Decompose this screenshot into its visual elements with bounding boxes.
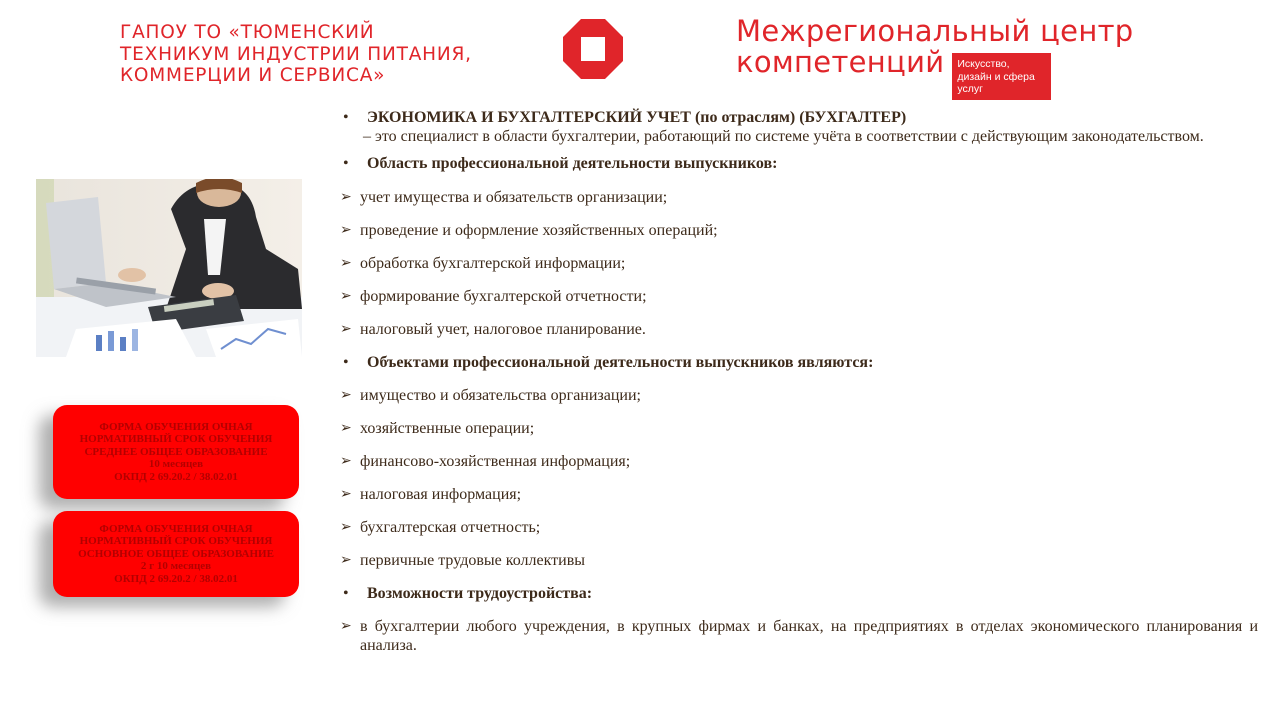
button-line: ОКПД 2 69.20.2 / 38.02.01 <box>114 572 238 585</box>
list-item <box>340 518 1258 537</box>
list-item-text: финансово-хозяйственная информация; <box>360 453 631 470</box>
arrow-bullet-icon: ➢ <box>340 255 352 271</box>
competency-center-tag: Искусство, дизайн и сфера услуг <box>952 53 1051 100</box>
specialty-description <box>340 108 1258 655</box>
list-item-text: учет имущества и обязательств организации; <box>360 189 668 206</box>
list-item-text: бухгалтерская отчетность; <box>360 519 541 536</box>
organization-name <box>120 22 480 87</box>
button-line: ОКПД 2 69.20.2 / 38.02.01 <box>114 470 238 483</box>
section-heading <box>340 154 1258 173</box>
list-item <box>340 485 1258 504</box>
competency-center-line-2: компетенций <box>736 45 945 79</box>
arrow-bullet-icon: ➢ <box>340 519 352 535</box>
arrow-bullet-icon: ➢ <box>340 222 352 238</box>
list-item <box>340 386 1258 405</box>
full-time-basic-general-button[interactable] <box>53 511 299 597</box>
list-item <box>340 419 1258 438</box>
list-item-text: обработка бухгалтерской информации; <box>360 255 626 272</box>
button-line: ОСНОВНОЕ ОБЩЕЕ ОБРАЗОВАНИЕ <box>78 547 274 560</box>
arrow-bullet-icon: ➢ <box>340 420 352 436</box>
button-line: 10 месяцев <box>148 458 204 471</box>
button-line: 2 г 10 месяцев <box>140 560 212 573</box>
employment-title: Возможности трудоустройства: <box>367 585 593 602</box>
accountant-photo <box>36 179 302 357</box>
button-line: ФОРМА ОБУЧЕНИЯ ОЧНАЯ <box>99 522 253 535</box>
arrow-bullet-icon: ➢ <box>340 321 352 337</box>
list-item-text: налоговый учет, налоговое планирование. <box>360 321 646 338</box>
specialty-definition: – это специалист в области бухгалтерии, работающий по системе учёта в соответствии с действующим законодательством. <box>363 128 1204 145</box>
button-line: СРЕДНЕЕ ОБЩЕЕ ОБРАЗОВАНИЕ <box>84 445 268 458</box>
button-line: ФОРМА ОБУЧЕНИЯ ОЧНАЯ <box>99 420 253 433</box>
bullet-icon: • <box>343 155 349 172</box>
list-item <box>340 452 1258 471</box>
organization-name-line-2: ТЕХНИКУМ ИНДУСТРИИ ПИТАНИЯ, <box>120 43 472 65</box>
list-item <box>340 221 1258 240</box>
arrow-bullet-icon: ➢ <box>340 552 352 568</box>
list-item-text: формирование бухгалтерской отчетности; <box>360 288 647 305</box>
organization-name-line-3: КОММЕРЦИИ И СЕРВИСА» <box>120 65 386 86</box>
button-line: НОРМАТИВНЫЙ СРОК ОБУЧЕНИЯ <box>79 433 273 446</box>
list-item <box>340 188 1258 207</box>
bullet-icon: • <box>343 354 349 371</box>
arrow-bullet-icon: ➢ <box>340 387 352 403</box>
arrow-bullet-icon: ➢ <box>340 189 352 205</box>
section-heading <box>340 353 1258 372</box>
list-item <box>340 320 1258 339</box>
arrow-bullet-icon: ➢ <box>340 618 352 634</box>
list-item-text: первичные трудовые коллективы <box>360 552 585 569</box>
list-item <box>340 551 1258 570</box>
arrow-bullet-icon: ➢ <box>340 453 352 469</box>
button-line: НОРМАТИВНЫЙ СРОК ОБУЧЕНИЯ <box>79 535 273 548</box>
competency-center-line-1: Межрегиональный центр <box>736 14 1134 48</box>
octagon-logo-icon <box>563 19 623 79</box>
activity-objects-title: Объектами профессиональной деятельности выпускников являются: <box>367 354 874 371</box>
list-item-text: налоговая информация; <box>360 486 522 503</box>
competency-center-logo <box>736 16 1134 100</box>
arrow-bullet-icon: ➢ <box>340 288 352 304</box>
list-item <box>340 287 1258 306</box>
list-item-text: проведение и оформление хозяйственных операций; <box>360 222 718 239</box>
organization-name-line-1: ГАПОУ ТО «ТЮМЕНСКИЙ <box>120 22 375 43</box>
list-item-text: хозяйственные операции; <box>360 420 535 437</box>
arrow-bullet-icon: ➢ <box>340 486 352 502</box>
list-item-text: в бухгалтерии любого учреждения, в крупных фирмах и банках, на предприятиях в отделах экономического планирования и анализа. <box>360 618 1258 654</box>
specialty-title: ЭКОНОМИКА И БУХГАЛТЕРСКИЙ УЧЕТ (по отраслям) (БУХГАЛТЕР) <box>367 109 907 126</box>
bullet-icon: • <box>343 109 349 126</box>
section-heading <box>340 108 1258 127</box>
full-time-secondary-general-button[interactable] <box>53 405 299 499</box>
list-item-text: имущество и обязательства организации; <box>360 387 641 404</box>
section-heading <box>340 584 1258 603</box>
activity-area-title: Область профессиональной деятельности выпускников: <box>367 155 778 172</box>
bullet-icon: • <box>343 585 349 602</box>
list-item <box>340 617 1258 655</box>
list-item <box>340 254 1258 273</box>
